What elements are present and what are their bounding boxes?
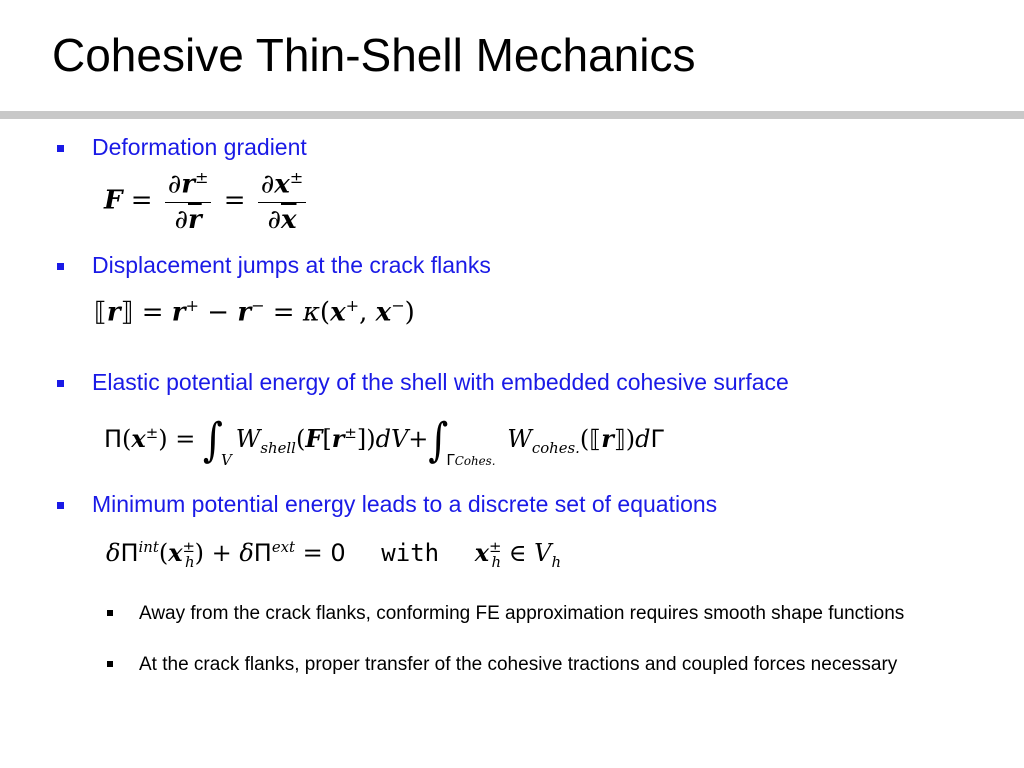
eq1-equals-2: = [223, 185, 246, 216]
eq3-Gamma-lim: Γ [446, 451, 455, 469]
bullet-square-icon [57, 380, 64, 387]
eq2-open-bracket: ⟦ [94, 297, 107, 328]
eq4-Pi: Π [120, 539, 139, 567]
eq4-V-h: h [551, 552, 562, 571]
eq1-partial-den: ∂ [174, 204, 188, 235]
eq2-x-minus-sup: − [391, 296, 405, 315]
bullet-text: Displacement jumps at the crack flanks [92, 252, 491, 278]
eq3-x: x [131, 424, 146, 453]
eq4-delta: δ [106, 539, 121, 567]
eq1-partial-x-den: ∂ [267, 204, 281, 235]
eq3-V: V [220, 451, 232, 469]
eq2-x-minus: x [375, 297, 392, 328]
eq2-x-plus-sup: + [345, 296, 360, 315]
eq2-r-minus: r [237, 297, 252, 328]
eq1-fraction-r [165, 168, 212, 235]
bullet-text: Elastic potential energy of the shell with embedded cohesive surface [92, 369, 789, 395]
eq2-close-bracket: ⟧ [120, 297, 134, 328]
eq3-pm: ± [145, 424, 159, 442]
sub-bullet-square-icon [107, 661, 113, 667]
eq2-r: r [106, 297, 121, 328]
eq1-r: r [181, 169, 195, 200]
eq1-pm: ± [194, 168, 209, 187]
eq4-x: x [168, 538, 183, 567]
eq4-h-2: h [491, 552, 502, 571]
eq3-W-shell-sub: shell [260, 438, 296, 457]
eq2-minus: − [207, 297, 230, 328]
eq3-Pi: Π [104, 425, 123, 453]
eq3-r-jump: r [601, 424, 614, 453]
equation-discrete-equations: $\delta\Pi^{int}(x^\pm_h) + \delta\Pi^{ext} = 0$ with $x^\pm_h$ ∈ $V_h$ [106, 538, 562, 571]
eq2-equals-2: = [272, 297, 295, 328]
eq4-equals: = [302, 539, 323, 567]
eq3-open-bracket: ⟦ [589, 425, 602, 453]
eq2-r-plus: r [171, 297, 186, 328]
eq4-zero: 0 [330, 539, 346, 567]
eq3-dV: dV [375, 425, 409, 453]
eq2-plus-sup: + [185, 296, 199, 315]
bullet-text: Minimum potential energy leads to a discrete set of equations [92, 491, 718, 517]
bullet-square-icon [57, 145, 64, 152]
sub-bullet-text: Away from the crack flanks, conforming FE approximation requires smooth shape functions [139, 603, 905, 624]
eq1-fraction-x [258, 168, 306, 235]
eq4-pm: ± [182, 538, 195, 556]
eq3-r: r [331, 424, 345, 453]
title-divider [0, 111, 1024, 119]
eq1-x: x [274, 169, 290, 200]
eq4-x-2: x [474, 538, 490, 567]
eq1-equals-1: = [130, 185, 153, 216]
integral-symbol-icon: ∫ [202, 413, 223, 468]
eq4-int: int [138, 538, 159, 556]
eq4-V: V [534, 539, 552, 567]
eq3-Gamma-sub: Cohes. [454, 454, 496, 468]
eq3-equals: = [175, 425, 196, 453]
equation-potential-energy: $\Pi(x^\pm) = \int VW_{shell}(F[r^\pm])dV+\int\Gamma Cohes$. $W_{cohes.}(⟦r⟧)d\Gamma$ [104, 413, 664, 469]
bullet-text: Deformation gradient [92, 134, 307, 160]
eq2-minus-sup: − [251, 296, 265, 315]
eq2-x-plus: x [330, 297, 346, 328]
eq1-pm-x: ± [289, 168, 304, 187]
eq1-partial-x: ∂ [260, 169, 275, 200]
eq4-ext: ext [271, 538, 295, 556]
eq3-d: d [635, 425, 651, 453]
eq1-r-bar: $\overline{r}$ [188, 204, 202, 235]
slide-title: Cohesive Thin-Shell Mechanics [52, 29, 696, 81]
eq2-kappa: κ [302, 297, 320, 328]
eq4-with: with [381, 539, 440, 567]
eq4-in: ∈ [508, 539, 527, 567]
eq4-pm-2: ± [489, 538, 502, 556]
bullet-square-icon [57, 502, 64, 509]
eq4-Pi-2: Π [253, 539, 272, 567]
eq3-Gamma: Γ [650, 425, 664, 453]
eq4-h: h [184, 552, 195, 571]
eq3-r-pm: ± [344, 424, 357, 442]
equation-displacement-jump: ⟦r⟧ = r+ − r− = κ(x+, x−) [94, 296, 415, 328]
eq3-W-cohes-sub: cohes. [531, 438, 580, 457]
eq4-delta-2: δ [239, 539, 254, 567]
bullet-square-icon [57, 263, 64, 270]
sub-bullet-text: At the crack flanks, proper transfer of the cohesive tractions and coupled forces necessary [139, 654, 898, 675]
eq2-equals-1: = [141, 297, 164, 328]
eq1-x-bar: $\overline{x}$ [280, 204, 297, 235]
eq3-close-bracket: ⟧ [613, 425, 626, 453]
eq1-F: F [104, 185, 123, 216]
eq1-partial: ∂ [167, 169, 182, 200]
equation-deformation-gradient [104, 168, 310, 235]
eq3-F: F [305, 424, 323, 453]
sub-bullet-square-icon [107, 610, 113, 616]
integral-symbol-icon-2: ∫ [428, 413, 449, 468]
